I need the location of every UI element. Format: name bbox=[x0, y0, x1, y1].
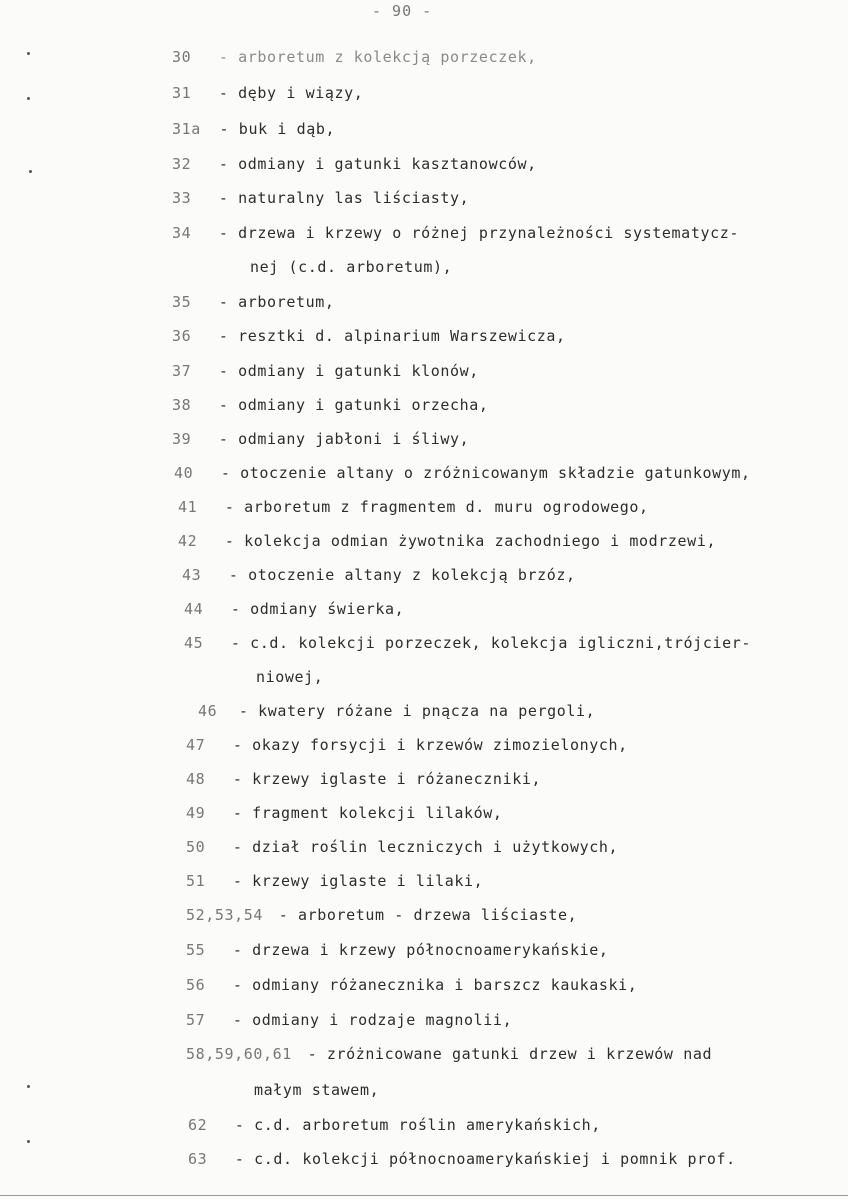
list-item bbox=[172, 120, 335, 138]
entry-text: - odmiany jabłoni i śliwy, bbox=[218, 430, 470, 448]
list-item bbox=[186, 872, 483, 890]
entry-text: - arboretum - drzewa liściaste, bbox=[278, 906, 578, 924]
list-item bbox=[198, 702, 595, 720]
entry-text: - drzewa i krzewy o różnej przynależności systematycz- bbox=[218, 224, 739, 242]
entry-number: 48 bbox=[186, 770, 206, 788]
list-item bbox=[186, 804, 503, 822]
margin-mark bbox=[29, 170, 32, 173]
entry-number: 36 bbox=[172, 327, 192, 345]
entry-text: - odmiany i gatunki klonów, bbox=[218, 362, 479, 380]
entry-number: 46 bbox=[198, 702, 218, 720]
entry-number: 38 bbox=[172, 396, 192, 414]
list-item bbox=[186, 736, 628, 754]
entry-number: 47 bbox=[186, 736, 206, 754]
list-item bbox=[172, 430, 469, 448]
margin-mark bbox=[27, 52, 30, 55]
list-item bbox=[184, 600, 404, 618]
list-item bbox=[172, 48, 537, 66]
entry-text: - okazy forsycji i krzewów zimozielonych, bbox=[232, 736, 628, 754]
entry-text: - odmiany i rodzaje magnolii, bbox=[232, 1011, 513, 1029]
entry-text: - naturalny las liściasty, bbox=[218, 189, 470, 207]
entry-number: 50 bbox=[186, 838, 206, 856]
list-item bbox=[172, 189, 469, 207]
entry-number: 45 bbox=[184, 634, 204, 652]
entry-text: - arboretum, bbox=[218, 293, 335, 311]
margin-mark bbox=[27, 1085, 30, 1088]
list-item bbox=[172, 155, 537, 173]
list-item bbox=[172, 362, 479, 380]
entry-number: 57 bbox=[186, 1011, 206, 1029]
entry-number: 41 bbox=[178, 498, 198, 516]
entry-text: - odmiany różanecznika i barszcz kaukaski, bbox=[232, 976, 638, 994]
entry-number: 43 bbox=[182, 566, 202, 584]
entry-text: - odmiany i gatunki kasztanowców, bbox=[218, 155, 537, 173]
entry-number: 56 bbox=[186, 976, 206, 994]
entry-text: - c.d. kolekcji porzeczek, kolekcja igliczni,trójcier- bbox=[230, 634, 751, 652]
entry-text: - arboretum z fragmentem d. muru ogrodowego, bbox=[224, 498, 649, 516]
list-item-continuation bbox=[254, 1081, 379, 1099]
entry-number: 63 bbox=[188, 1150, 208, 1168]
page-number: - 90 - bbox=[372, 2, 433, 20]
entry-number: 35 bbox=[172, 293, 192, 311]
entry-number: 42 bbox=[178, 532, 198, 550]
entry-number: 55 bbox=[186, 941, 206, 959]
list-item bbox=[186, 976, 637, 994]
entry-number: 40 bbox=[174, 464, 194, 482]
entry-text: - c.d. arboretum roślin amerykańskich, bbox=[234, 1116, 601, 1134]
entry-number: 33 bbox=[172, 189, 192, 207]
entry-number: 34 bbox=[172, 224, 192, 242]
list-item bbox=[188, 1116, 601, 1134]
entry-number: 62 bbox=[188, 1116, 208, 1134]
margin-mark bbox=[27, 1140, 30, 1143]
entry-text: - otoczenie altany z kolekcją brzóz, bbox=[228, 566, 576, 584]
entry-number: 58,59,60,61 bbox=[186, 1045, 292, 1063]
entry-text: - odmiany i gatunki orzecha, bbox=[218, 396, 489, 414]
entry-number: 44 bbox=[184, 600, 204, 618]
list-item-continuation bbox=[256, 668, 323, 686]
entry-number: 31a bbox=[172, 120, 201, 138]
list-item bbox=[184, 634, 751, 652]
list-item bbox=[172, 327, 566, 345]
entry-text: - zróżnicowane gatunki drzew i krzewów nad bbox=[307, 1045, 713, 1063]
entry-number: 52,53,54 bbox=[186, 906, 264, 924]
entry-text: - c.d. kolekcji północnoamerykańskiej i pomnik prof. bbox=[234, 1150, 736, 1168]
entry-text: - resztki d. alpinarium Warszewicza, bbox=[218, 327, 566, 345]
entry-text: niowej, bbox=[256, 668, 324, 686]
entry-text: - krzewy iglaste i lilaki, bbox=[232, 872, 484, 890]
entry-text: małym stawem, bbox=[254, 1081, 380, 1099]
list-item bbox=[182, 566, 576, 584]
list-item bbox=[186, 906, 577, 924]
entry-text: - buk i dąb, bbox=[219, 120, 336, 138]
entry-number: 49 bbox=[186, 804, 206, 822]
entry-text: - kwatery różane i pnącza na pergoli, bbox=[238, 702, 596, 720]
entry-number: 30 bbox=[172, 48, 192, 66]
list-item bbox=[186, 1011, 512, 1029]
list-item bbox=[172, 293, 334, 311]
page-bottom-edge bbox=[0, 1195, 848, 1196]
list-item bbox=[188, 1150, 736, 1168]
entry-text: - dęby i wiązy, bbox=[218, 84, 364, 102]
list-item bbox=[172, 396, 489, 414]
list-item bbox=[174, 464, 751, 482]
entry-text: - otoczenie altany o zróżnicowanym składzie gatunkowym, bbox=[220, 464, 751, 482]
list-item bbox=[178, 532, 716, 550]
entry-text: nej (c.d. arboretum), bbox=[250, 258, 453, 276]
list-item bbox=[172, 224, 739, 242]
entry-text: - kolekcja odmian żywotnika zachodniego i modrzewi, bbox=[224, 532, 717, 550]
entry-text: - drzewa i krzewy północnoamerykańskie, bbox=[232, 941, 609, 959]
entry-text: - krzewy iglaste i różaneczniki, bbox=[232, 770, 542, 788]
entry-text: - dział roślin leczniczych i użytkowych, bbox=[232, 838, 619, 856]
entry-number: 31 bbox=[172, 84, 192, 102]
entry-number: 51 bbox=[186, 872, 206, 890]
list-item bbox=[186, 770, 541, 788]
entry-text: - arboretum z kolekcją porzeczek, bbox=[218, 48, 537, 66]
list-item bbox=[186, 1045, 712, 1063]
list-item bbox=[172, 84, 363, 102]
list-item bbox=[186, 838, 618, 856]
list-item bbox=[178, 498, 649, 516]
entry-text: - fragment kolekcji lilaków, bbox=[232, 804, 503, 822]
list-item-continuation bbox=[250, 258, 452, 276]
entry-number: 37 bbox=[172, 362, 192, 380]
entry-text: - odmiany świerka, bbox=[230, 600, 405, 618]
margin-mark bbox=[27, 97, 30, 100]
entry-number: 32 bbox=[172, 155, 192, 173]
entry-number: 39 bbox=[172, 430, 192, 448]
list-item bbox=[186, 941, 609, 959]
